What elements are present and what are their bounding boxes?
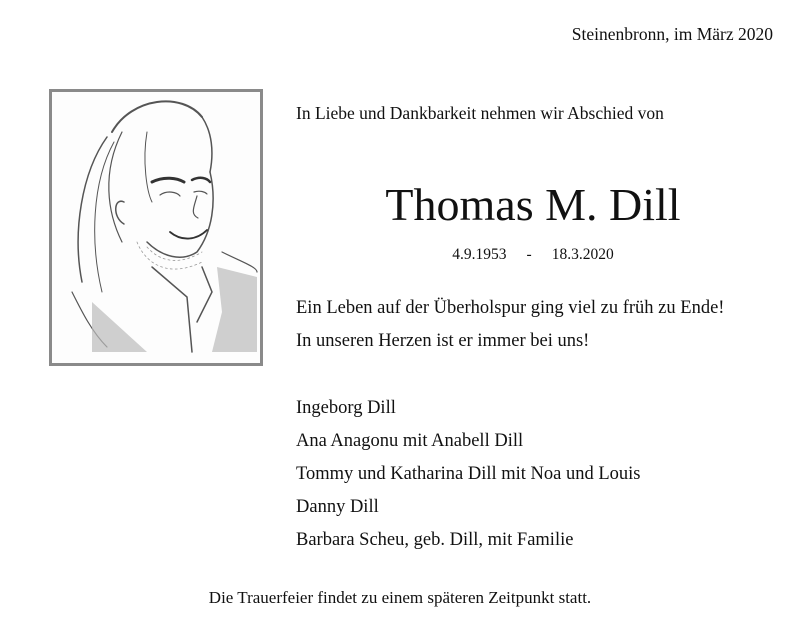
portrait-sketch xyxy=(49,89,263,366)
mourner-name: Ingeborg Dill xyxy=(296,398,396,418)
mourner-name: Danny Dill xyxy=(296,497,379,517)
intro-text: In Liebe und Dankbarkeit nehmen wir Abschied von xyxy=(296,103,664,123)
mourner-name: Tommy und Katharina Dill mit Noa und Louis xyxy=(296,464,641,484)
deceased-name: Thomas M. Dill xyxy=(385,179,681,230)
quote-line: Ein Leben auf der Überholspur ging viel zu früh zu Ende! xyxy=(296,298,725,318)
date-separator: - xyxy=(526,246,532,263)
funeral-notice: Die Trauerfeier findet zu einem späteren Zeitpunkt statt. xyxy=(208,588,592,607)
death-date: 18.3.2020 xyxy=(551,246,614,263)
place-and-date: Steinenbronn, im März 2020 xyxy=(571,24,773,44)
mourner-name: Barbara Scheu, geb. Dill, mit Familie xyxy=(296,530,574,550)
birth-date: 4.9.1953 xyxy=(452,246,507,263)
life-dates xyxy=(282,246,784,264)
mourner-name: Ana Anagonu mit Anabell Dill xyxy=(296,431,524,451)
quote-line: In unseren Herzen ist er immer bei uns! xyxy=(296,331,590,351)
